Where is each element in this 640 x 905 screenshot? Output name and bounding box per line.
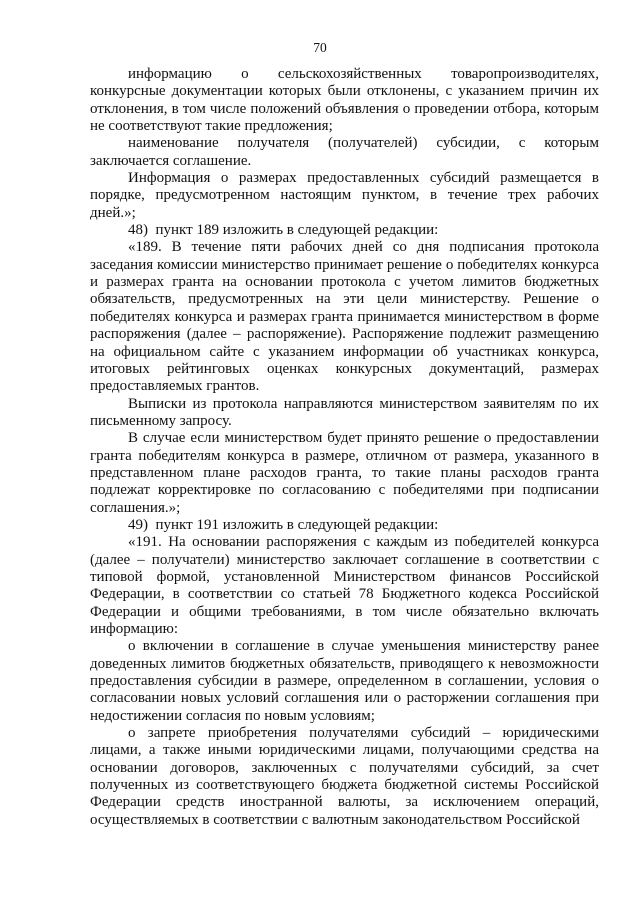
page-number: 70 bbox=[313, 40, 327, 55]
paragraph-limits-reduction: о включении в соглашение в случае уменьшения министерству ранее доведенных лимитов бюджетных обязательств, приводящего к невозможности предоставления субсидии в размере, определенном в соглашении, условия о согласовании новых условий соглашения или о расторжении соглашения при недостижении согласия по новым условиям; bbox=[90, 638, 599, 724]
paragraph-item-49-heading: 49) пункт 191 изложить в следующей редакции: bbox=[128, 516, 439, 533]
paragraph-protocol-extracts: Выписки из протокола направляются министерством заявителям по их письменному запросу. bbox=[90, 395, 599, 429]
paragraph-recipient-name: наименование получателя (получателей) субсидии, с которым заключается соглашение. bbox=[90, 135, 599, 169]
paragraph-clause-189: «189. В течение пяти рабочих дней со дня подписания протокола заседания комиссии министерство принимает решение о победителях конкурса и размерах гранта на основании протокола с учетом лимитов бюджетных обязательств, предусмотренных на эти цели министерству. Решение о победителях конкурса и размерах гранта принимается министерством в форме распоряжения (далее – распоряжение). Распоряжение подлежит размещению на официальном сайте с указанием информации об участниках конкурса, итоговых рейтинговых оценках конкурсных документаций, размерах предоставляемых грантов. bbox=[90, 239, 599, 395]
document-body bbox=[90, 66, 599, 829]
paragraph-item-48-heading: 48) пункт 189 изложить в следующей редакции: bbox=[128, 222, 439, 239]
paragraph-grant-size-decision: В случае если министерством будет принято решение о предоставлении гранта победителям конкурса в размере, отличном от размера, указанного в представленном плане расходов гранта, то такие планы расходов гранта подлежат корректировке по согласованию с победителями при подписании соглашения.»; bbox=[90, 430, 599, 516]
paragraph-clause-191: «191. На основании распоряжения с каждым из победителей конкурса (далее – получатели) министерство заключает соглашение в соответствии с типовой формой, установленной Министерством финансов Российской Федерации, в соответствии со статьей 78 Бюджетного кодекса Российской Федерации и общими требованиями, в том числе обязательно включать информацию: bbox=[90, 534, 599, 637]
paragraph-subsidy-size-info: Информация о размерах предоставленных субсидий размещается в порядке, предусмотренном настоящим пунктом, в течение трех рабочих дней.»; bbox=[90, 170, 599, 221]
paragraph-foreign-currency-ban: о запрете приобретения получателями субсидий – юридическими лицами, а также иными юридическими лицами, получающими средства на основании договоров, заключенных с получателями субсидий, за счет полученных из соответствующего бюджета бюджетной системы Российской Федерации средств иностранной валюты, за исключением операций, осуществляемых в соответствии с валютным законодательством Российской bbox=[90, 725, 599, 828]
paragraph-info-rejected-applicants: информацию о сельскохозяйственных товаропроизводителях, конкурсные документации которых были отклонены, с указанием причин их отклонения, в том числе положений объявления о проведении отбора, которым не соответствуют такие предложения; bbox=[90, 66, 599, 135]
